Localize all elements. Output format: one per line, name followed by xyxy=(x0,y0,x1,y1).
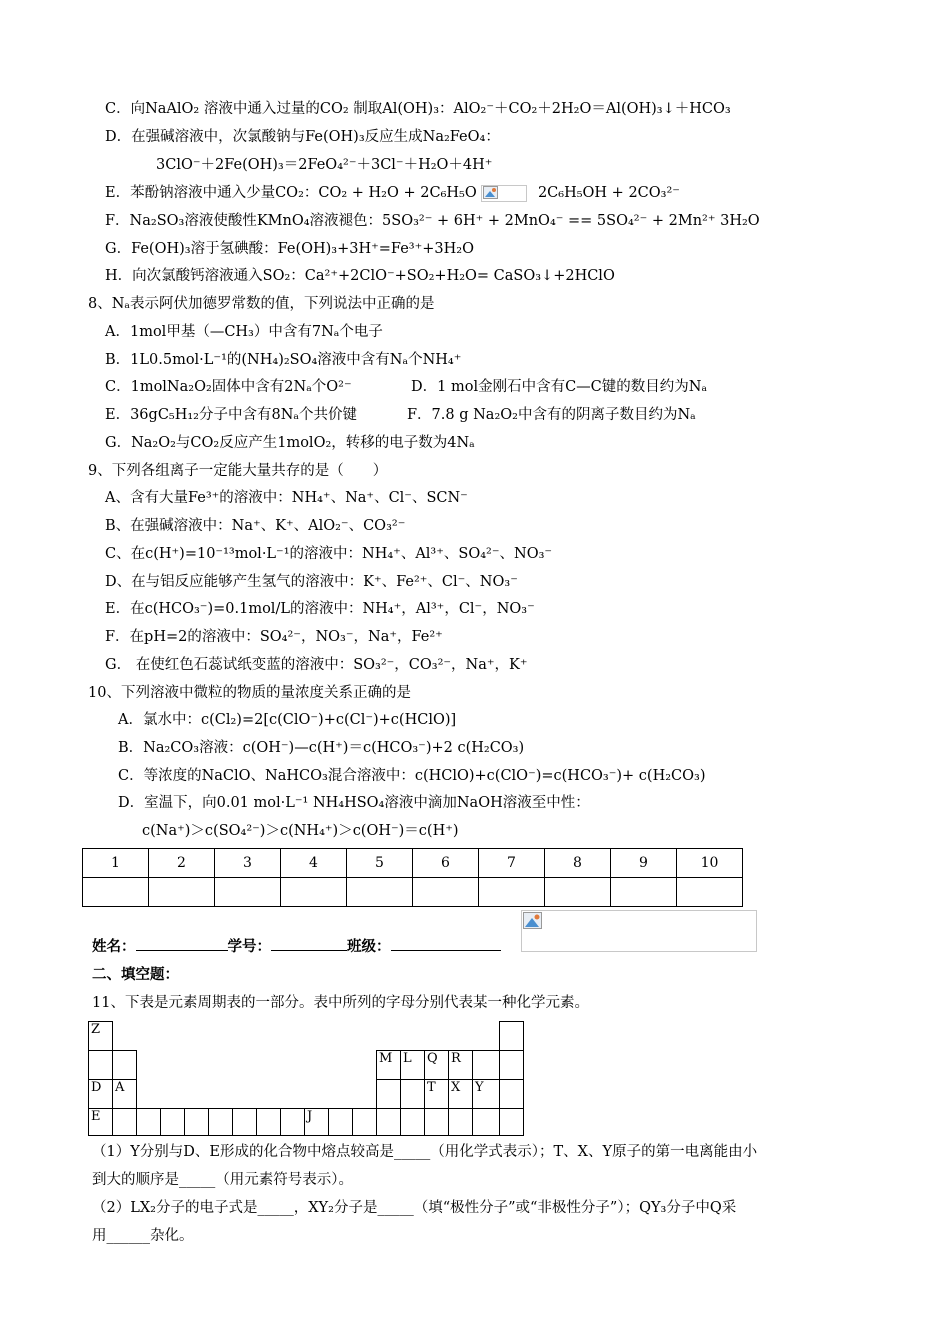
answer-header-2: 2 xyxy=(149,849,215,878)
q9-option-a: A、含有大量Fe³⁺的溶液中：NH₄⁺、Na⁺、Cl⁻、SCN⁻ xyxy=(105,490,468,506)
id-field[interactable] xyxy=(271,936,347,951)
question-9: 9、下列各组离子一定能大量共存的是（ ） xyxy=(88,463,388,479)
answer-cell[interactable] xyxy=(677,878,743,907)
q9-option-d: D、在与铝反应能够产生氢气的溶液中：K⁺、Fe²⁺、Cl⁻、NO₃⁻ xyxy=(105,574,518,590)
answer-cell[interactable] xyxy=(83,878,149,907)
q11-part-1-line-1: （1）Y分别与D、E形成的化合物中熔点较高是_____（用化学式表示）；T、X、Y原子的第一电离能由小 xyxy=(92,1144,758,1160)
question-10: 10、下列溶液中微粒的物质的量浓度关系正确的是 xyxy=(88,685,411,701)
section-2-title: 二、填空题： xyxy=(92,967,179,983)
q9-option-c: C、在c(H⁺)=10⁻¹³mol·L⁻¹的溶液中：NH₄⁺、Al³⁺、SO₄²⁻、NO₃⁻ xyxy=(105,546,553,562)
option-g-line: G．Fe(OH)₃溶于氢碘酸：Fe(OH)₃+3H⁺=Fe³⁺+3H₂O xyxy=(105,241,474,257)
broken-image-icon xyxy=(481,185,527,202)
pt-cell xyxy=(448,1108,473,1136)
answer-cell[interactable] xyxy=(149,878,215,907)
answer-cell[interactable] xyxy=(347,878,413,907)
pt-cell xyxy=(376,1079,401,1109)
pt-cell xyxy=(112,1050,137,1080)
pt-cell xyxy=(208,1108,233,1136)
id-label: 学号： xyxy=(227,939,271,955)
q10-option-c: C．等浓度的NaClO、NaHCO₃混合溶液中：c(HClO)+c(ClO⁻)=c(HCO₃⁻)+ c(H₂CO₃) xyxy=(118,768,706,784)
answer-header-3: 3 xyxy=(215,849,281,878)
answer-header-1: 1 xyxy=(83,849,149,878)
pt-cell-a: A xyxy=(112,1079,137,1109)
pt-cell xyxy=(256,1108,281,1136)
q8-option-a: A．1mol甲基（—CH₃）中含有7Nₐ个电子 xyxy=(105,324,383,340)
pt-cell xyxy=(280,1108,305,1136)
q10-option-b: B．Na₂CO₃溶液：c(OH⁻)—c(H⁺)＝c(HCO₃⁻)+2 c(H₂CO₃) xyxy=(118,740,525,756)
pt-cell xyxy=(499,1079,524,1109)
q8-option-e: E．36gC₅H₁₂分子中含有8Nₐ个共价键 xyxy=(105,407,358,423)
pt-cell xyxy=(88,1050,113,1080)
pt-cell-q: Q xyxy=(424,1050,449,1080)
q8-option-c: C．1molNa₂O₂固体中含有2Nₐ个O²⁻ xyxy=(105,379,352,395)
pt-cell xyxy=(424,1108,449,1136)
name-label: 姓名： xyxy=(92,939,136,955)
q11-part-1-line-2: 到大的顺序是_____（用元素符号表示）。 xyxy=(92,1172,353,1188)
pt-cell-r: R xyxy=(448,1050,473,1080)
q10-option-d: D．室温下，向0.01 mol·L⁻¹ NH₄HSO₄溶液中滴加NaOH溶液至中性： xyxy=(118,795,590,811)
class-label: 班级： xyxy=(347,939,391,955)
answer-cell[interactable] xyxy=(479,878,545,907)
pt-cell-t: T xyxy=(424,1079,449,1109)
broken-image-frame xyxy=(521,910,757,952)
pt-cell-y: Y xyxy=(472,1079,500,1109)
q9-option-e: E．在c(HCO₃⁻)=0.1mol/L的溶液中：NH₄⁺，Al³⁺，Cl⁻，NO₃⁻ xyxy=(105,601,535,617)
name-field[interactable] xyxy=(136,936,228,951)
answer-header-4: 4 xyxy=(281,849,347,878)
pt-cell xyxy=(328,1108,353,1136)
pt-cell-z: Z xyxy=(88,1021,113,1051)
q8-option-f: F．7.8 g Na₂O₂中含有的阴离子数目约为Nₐ xyxy=(407,407,696,423)
answer-header-9: 9 xyxy=(611,849,677,878)
q9-option-f: F．在pH=2的溶液中：SO₄²⁻，NO₃⁻，Na⁺，Fe²⁺ xyxy=(105,629,443,645)
option-d-line: D．在强碱溶液中，次氯酸钠与Fe(OH)₃反应生成Na₂FeO₄： xyxy=(105,129,500,145)
option-e-line xyxy=(105,183,680,203)
pt-cell xyxy=(232,1108,257,1136)
student-info-line xyxy=(92,936,501,957)
answer-table-header-row xyxy=(83,849,743,878)
periodic-table-fragment xyxy=(88,1021,524,1136)
pt-cell xyxy=(160,1108,185,1136)
option-f-line: F．Na₂SO₃溶液使酸性KMnO₄溶液褪色：5SO₃²⁻ + 6H⁺ + 2MnO₄⁻ == 5SO₄²⁻ + 2Mn²⁺ 3H₂O xyxy=(105,213,760,229)
pt-cell xyxy=(400,1079,425,1109)
option-e-right: 2C₆H₅OH + 2CO₃²⁻ xyxy=(537,185,680,201)
pt-cell xyxy=(472,1050,500,1080)
answer-cell[interactable] xyxy=(611,878,677,907)
option-d-equation: 3ClO⁻＋2Fe(OH)₃＝2FeO₄²⁻＋3Cl⁻＋H₂O＋4H⁺ xyxy=(156,157,493,173)
answer-cell[interactable] xyxy=(413,878,479,907)
question-11: 11、下表是元素周期表的一部分。表中所列的字母分别代表某一种化学元素。 xyxy=(92,995,589,1011)
q8-option-d: D．1 mol金刚石中含有C—C键的数目约为Nₐ xyxy=(411,379,708,395)
option-e-left: E．苯酚钠溶液中通入少量CO₂：CO₂ + H₂O + 2C₆H₅O xyxy=(105,185,477,201)
answer-header-8: 8 xyxy=(545,849,611,878)
q10-option-a: A．氯水中：c(Cl₂)=2[c(ClO⁻)+c(Cl⁻)+c(HClO)] xyxy=(118,712,457,728)
answer-header-5: 5 xyxy=(347,849,413,878)
pt-cell-d: D xyxy=(88,1079,113,1109)
pt-cell xyxy=(499,1108,524,1136)
q8-option-b: B．1L0.5mol·L⁻¹的(NH₄)₂SO₄溶液中含有Nₐ个NH₄⁺ xyxy=(105,352,462,368)
answer-table-answer-row xyxy=(83,878,743,907)
option-h-line: H．向次氯酸钙溶液通入SO₂：Ca²⁺+2ClO⁻+SO₂+H₂O= CaSO₃↓+2HClO xyxy=(105,268,615,284)
pt-cell-m: M xyxy=(376,1050,401,1080)
broken-image-icon xyxy=(523,912,543,930)
pt-cell xyxy=(400,1108,425,1136)
q10-option-d-relation: c(Na⁺)＞c(SO₄²⁻)＞c(NH₄⁺)＞c(OH⁻)＝c(H⁺) xyxy=(142,823,459,839)
answer-cell[interactable] xyxy=(281,878,347,907)
q8-option-g: G．Na₂O₂与CO₂反应产生1molO₂，转移的电子数为4Nₐ xyxy=(105,435,475,451)
pt-cell-e: E xyxy=(88,1108,113,1136)
q9-option-g: G． 在使红色石蕊试纸变蓝的溶液中：SO₃²⁻，CO₃²⁻，Na⁺，K⁺ xyxy=(105,657,528,673)
pt-cell xyxy=(352,1108,377,1136)
pt-cell-j: J xyxy=(304,1108,329,1136)
answer-cell[interactable] xyxy=(545,878,611,907)
class-field[interactable] xyxy=(391,936,501,951)
pt-cell xyxy=(499,1050,524,1080)
answer-cell[interactable] xyxy=(215,878,281,907)
answer-header-6: 6 xyxy=(413,849,479,878)
option-c-line: C．向NaAlO₂ 溶液中通入过量的CO₂ 制取Al(OH)₃：AlO₂⁻＋CO₂＋2H₂O＝Al(OH)₃↓＋HCO₃ xyxy=(105,101,731,117)
answer-table xyxy=(82,848,743,907)
q11-part-2-line-2: 用______杂化。 xyxy=(92,1228,194,1244)
pt-cell xyxy=(376,1108,401,1136)
pt-cell-x: X xyxy=(448,1079,473,1109)
pt-cell xyxy=(136,1108,161,1136)
pt-cell xyxy=(112,1108,137,1136)
answer-header-7: 7 xyxy=(479,849,545,878)
q11-part-2-line-1: （2）LX₂分子的电子式是_____，XY₂分子是_____（填“极性分子”或“非极性分子”）；QY₃分子中Q采 xyxy=(92,1200,737,1216)
q9-option-b: B、在强碱溶液中：Na⁺、K⁺、AlO₂⁻、CO₃²⁻ xyxy=(105,518,406,534)
pt-cell xyxy=(499,1021,524,1051)
pt-cell xyxy=(472,1108,500,1136)
pt-cell xyxy=(184,1108,209,1136)
answer-header-10: 10 xyxy=(677,849,743,878)
pt-cell-l: L xyxy=(400,1050,425,1080)
question-8: 8、Nₐ表示阿伏加德罗常数的值，下列说法中正确的是 xyxy=(88,296,435,312)
